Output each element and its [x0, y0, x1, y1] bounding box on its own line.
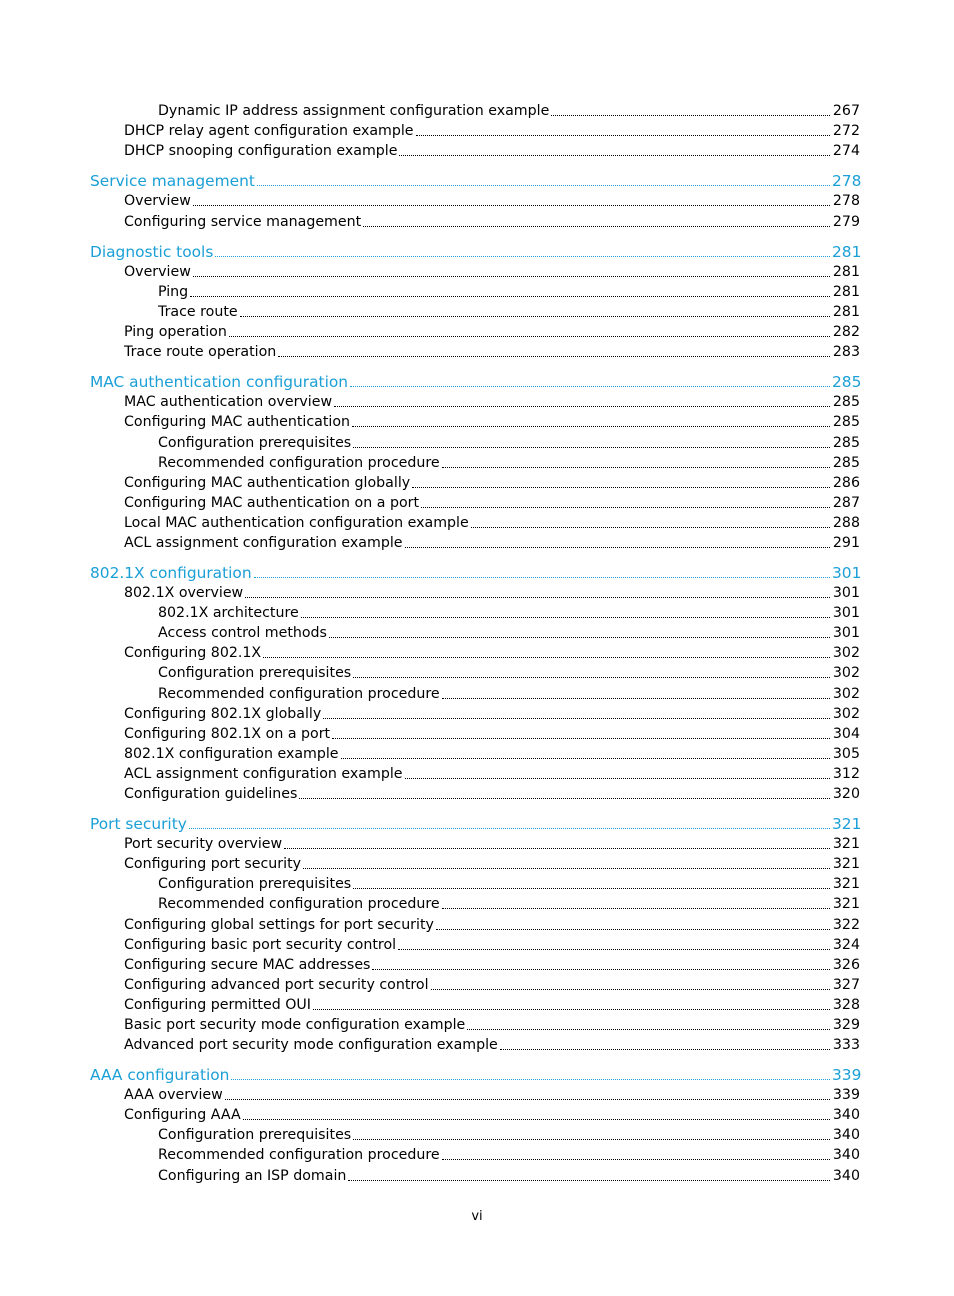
toc-entry-title: Port security [90, 815, 187, 834]
toc-entry-link[interactable] [0, 994, 954, 1014]
dot-leader [363, 226, 830, 227]
toc-entry-title: DHCP relay agent configuration example [124, 123, 414, 140]
toc-entry-title: Trace route operation [124, 344, 277, 361]
toc-page-number: 279 [832, 213, 860, 230]
toc-entry-link[interactable] [0, 120, 954, 140]
toc-page-number: 285 [832, 394, 860, 411]
toc-entry-title: Configuring port security [124, 856, 302, 873]
dot-leader [313, 1009, 830, 1010]
toc-entry-title: Recommended configuration procedure [158, 896, 440, 913]
toc-page-number: 301 [832, 585, 860, 602]
toc-entry-title: 802.1X overview [124, 585, 244, 602]
toc-page-number: 302 [832, 645, 860, 662]
toc-page-number: 320 [832, 785, 860, 802]
toc-entry-title: Configuring advanced port security control [124, 976, 429, 993]
dot-leader [405, 547, 831, 548]
toc-page-number: 291 [832, 534, 860, 551]
toc-page-number: 340 [832, 1107, 860, 1124]
dot-leader [352, 426, 830, 427]
toc-entry-title: Access control methods [158, 625, 327, 642]
toc-page-number: 340 [832, 1167, 860, 1184]
toc-entry-title: DHCP snooping configuration example [124, 143, 398, 160]
toc-entry-title: Configuring 802.1X [124, 645, 262, 662]
toc-page-number: 281 [832, 263, 860, 280]
toc-entry-link[interactable] [0, 833, 954, 853]
dot-leader [500, 1049, 830, 1050]
toc-entry-link[interactable] [0, 622, 954, 642]
toc-page-number: 328 [832, 996, 860, 1013]
dot-leader [231, 1079, 830, 1080]
toc-entry-title: Configuring MAC authentication [124, 414, 351, 431]
dot-leader [323, 718, 830, 719]
dot-leader [442, 1159, 830, 1160]
dot-leader [341, 758, 830, 759]
toc-entry-title: Port security overview [124, 836, 283, 853]
toc-entry-link[interactable] [0, 974, 954, 994]
toc-entry-title: ACL assignment configuration example [124, 765, 403, 782]
toc-page-number: 288 [832, 514, 860, 531]
toc-page-number: 339 [832, 1066, 862, 1085]
toc-entry-title: Advanced port security mode configuration example [124, 1036, 498, 1053]
dot-leader [193, 276, 830, 277]
toc-page-number: 285 [832, 373, 862, 392]
toc-entry-title: Recommended configuration procedure [158, 1147, 440, 1164]
dot-leader [353, 447, 830, 448]
toc-entry-title: Configuring 802.1X on a port [124, 725, 331, 742]
toc-page-number: 274 [832, 143, 860, 160]
toc-page-number: 272 [832, 123, 860, 140]
table-of-contents [0, 100, 954, 1185]
toc-entry-title: Local MAC authentication configuration example [124, 514, 469, 531]
toc-entry-link[interactable] [0, 853, 954, 873]
toc-entry-link[interactable] [0, 492, 954, 512]
toc-page-number: 285 [832, 434, 860, 451]
dot-leader [436, 929, 830, 930]
dot-leader [215, 256, 830, 257]
toc-page-number: 321 [832, 836, 860, 853]
toc-entry-title: Basic port security mode configuration example [124, 1016, 466, 1033]
toc-entry-link[interactable] [0, 210, 954, 230]
toc-page-number: 321 [832, 876, 860, 893]
toc-entry-title: Diagnostic tools [90, 242, 214, 261]
dot-leader [353, 677, 830, 678]
toc-entry-link[interactable] [0, 431, 954, 451]
toc-page-number: 278 [832, 193, 860, 210]
dot-leader [421, 507, 830, 508]
toc-page-number: 326 [832, 956, 860, 973]
toc-entry-title: Service management [90, 172, 255, 191]
toc-page-number: 304 [832, 725, 860, 742]
toc-entry-link[interactable] [0, 703, 954, 723]
toc-entry-link[interactable] [0, 682, 954, 702]
toc-page-number: 301 [832, 564, 862, 583]
toc-page-number: 321 [832, 856, 860, 873]
dot-leader [471, 527, 830, 528]
toc-entry-link[interactable] [0, 582, 954, 602]
toc-entry-title: Configuring basic port security control [124, 936, 397, 953]
toc-entry-title: Ping operation [124, 324, 227, 341]
toc-entry-title: Configuring permitted OUI [124, 996, 311, 1013]
toc-entry-link[interactable] [0, 893, 954, 913]
toc-entry-link[interactable] [0, 873, 954, 893]
dot-leader [225, 1099, 830, 1100]
toc-page-number: 301 [832, 605, 860, 622]
toc-page-number: 305 [832, 745, 860, 762]
toc-page-number: 278 [832, 172, 862, 191]
dot-leader [257, 185, 830, 186]
toc-page-number: 287 [832, 494, 860, 511]
toc-entry-title: Configuring MAC authentication on a port [124, 494, 420, 511]
toc-page-number: 321 [832, 896, 860, 913]
dot-leader [372, 969, 830, 970]
dot-leader [431, 989, 830, 990]
dot-leader [278, 356, 830, 357]
page-number: vi [471, 1209, 483, 1224]
toc-entry-link[interactable] [0, 602, 954, 622]
dot-leader [189, 828, 830, 829]
toc-entry-title: Configuration prerequisites [158, 434, 352, 451]
toc-entry-link[interactable] [0, 140, 954, 160]
toc-page-number: 301 [832, 625, 860, 642]
toc-section-link[interactable] [0, 1064, 954, 1084]
dot-leader [412, 487, 830, 488]
toc-entry-title: Configuration prerequisites [158, 665, 352, 682]
dot-leader [332, 738, 830, 739]
toc-entry-link[interactable] [0, 472, 954, 492]
toc-entry-title: Ping [158, 283, 189, 300]
dot-leader [263, 657, 830, 658]
toc-entry-link[interactable] [0, 642, 954, 662]
toc-section-link[interactable] [0, 813, 954, 833]
toc-entry-title: Configuring global settings for port security [124, 916, 434, 933]
toc-entry-link[interactable] [0, 411, 954, 431]
dot-leader [405, 778, 831, 779]
toc-section-link[interactable] [0, 170, 954, 190]
toc-entry-link[interactable] [0, 1084, 954, 1104]
toc-entry-link[interactable] [0, 1014, 954, 1034]
toc-entry-link[interactable] [0, 662, 954, 682]
toc-entry-link[interactable] [0, 190, 954, 210]
toc-entry-title: Dynamic IP address assignment configuration example [158, 103, 550, 120]
toc-page-number: 324 [832, 936, 860, 953]
toc-page-number: 322 [832, 916, 860, 933]
dot-leader [551, 115, 830, 116]
toc-page-number: 285 [832, 414, 860, 431]
toc-page-number: 339 [832, 1087, 860, 1104]
toc-page-number: 281 [832, 303, 860, 320]
toc-page-number: 321 [832, 815, 862, 834]
dot-leader [240, 316, 830, 317]
toc-entry-link[interactable] [0, 1124, 954, 1144]
toc-entry-link[interactable] [0, 532, 954, 552]
dot-leader [348, 1180, 830, 1181]
toc-entry-link[interactable] [0, 723, 954, 743]
toc-page-number: 340 [832, 1127, 860, 1144]
toc-entry-link[interactable] [0, 1164, 954, 1184]
toc-entry-title: Configuration prerequisites [158, 1127, 352, 1144]
toc-entry-title: Configuring service management [124, 213, 362, 230]
toc-entry-title: Configuring AAA [124, 1107, 241, 1124]
toc-entry-title: Recommended configuration procedure [158, 454, 440, 471]
toc-entry-title: Configuration prerequisites [158, 876, 352, 893]
toc-page-number: 281 [832, 242, 862, 261]
dot-leader [442, 467, 830, 468]
toc-entry-link[interactable] [0, 391, 954, 411]
toc-entry-title: Overview [124, 193, 191, 210]
toc-entry-link[interactable] [0, 452, 954, 472]
toc-entry-title: 802.1X configuration example [124, 745, 339, 762]
dot-leader [353, 1139, 830, 1140]
toc-entry-title: Configuration guidelines [124, 785, 298, 802]
toc-page-number: 333 [832, 1036, 860, 1053]
toc-entry-link[interactable] [0, 512, 954, 532]
toc-page-number: 312 [832, 765, 860, 782]
dot-leader [350, 386, 830, 387]
dot-leader [334, 406, 830, 407]
dot-leader [399, 155, 830, 156]
toc-page-number: 302 [832, 685, 860, 702]
toc-page-number: 283 [832, 344, 860, 361]
toc-entry-link[interactable] [0, 783, 954, 803]
toc-entry-title: Trace route [158, 303, 238, 320]
toc-section-link[interactable] [0, 241, 954, 261]
toc-entry-link[interactable] [0, 934, 954, 954]
dot-leader [329, 637, 830, 638]
toc-entry-link[interactable] [0, 321, 954, 341]
dot-leader [190, 296, 830, 297]
toc-entry-title: AAA overview [124, 1087, 223, 1104]
toc-entry-link[interactable] [0, 281, 954, 301]
toc-entry-title: 802.1X architecture [158, 605, 299, 622]
dot-leader [245, 597, 830, 598]
toc-entry-title: Configuring secure MAC addresses [124, 956, 371, 973]
toc-page-number: 302 [832, 665, 860, 682]
toc-entry-title: Recommended configuration procedure [158, 685, 440, 702]
toc-entry-title: Configuring an ISP domain [158, 1167, 347, 1184]
toc-entry-title: MAC authentication configuration [90, 373, 349, 392]
toc-entry-title: AAA configuration [90, 1066, 230, 1085]
dot-leader [243, 1119, 830, 1120]
toc-entry-title: MAC authentication overview [124, 394, 333, 411]
toc-entry-link[interactable] [0, 1034, 954, 1054]
toc-page-number: 281 [832, 283, 860, 300]
toc-entry-title: 802.1X configuration [90, 564, 252, 583]
toc-entry-link[interactable] [0, 1104, 954, 1124]
toc-entry-link[interactable] [0, 1144, 954, 1164]
toc-entry-link[interactable] [0, 913, 954, 933]
toc-section-link[interactable] [0, 371, 954, 391]
dot-leader [303, 868, 830, 869]
toc-entry-title: Configuring 802.1X globally [124, 705, 322, 722]
toc-entry-link[interactable] [0, 341, 954, 361]
toc-entry-link[interactable] [0, 301, 954, 321]
toc-page-number: 267 [832, 103, 860, 120]
toc-page-number: 282 [832, 324, 860, 341]
dot-leader [398, 949, 830, 950]
toc-page-number: 329 [832, 1016, 860, 1033]
dot-leader [442, 698, 830, 699]
toc-page-number: 327 [832, 976, 860, 993]
toc-section-link[interactable] [0, 562, 954, 582]
toc-entry-link[interactable] [0, 261, 954, 281]
toc-entry-link[interactable] [0, 954, 954, 974]
dot-leader [284, 848, 830, 849]
dot-leader [442, 908, 830, 909]
dot-leader [301, 617, 830, 618]
toc-entry-title: Overview [124, 263, 191, 280]
toc-page-number: 285 [832, 454, 860, 471]
toc-entry-title: Configuring MAC authentication globally [124, 474, 411, 491]
toc-page-number: 340 [832, 1147, 860, 1164]
dot-leader [353, 888, 830, 889]
dot-leader [193, 205, 830, 206]
toc-entry-link[interactable] [0, 743, 954, 763]
toc-entry-title: ACL assignment configuration example [124, 534, 403, 551]
dot-leader [299, 798, 830, 799]
toc-entry-link[interactable] [0, 763, 954, 783]
dot-leader [229, 336, 830, 337]
dot-leader [254, 577, 830, 578]
dot-leader [416, 135, 830, 136]
toc-page-number: 302 [832, 705, 860, 722]
toc-page-number: 286 [832, 474, 860, 491]
dot-leader [467, 1029, 830, 1030]
toc-entry-link[interactable] [0, 100, 954, 120]
